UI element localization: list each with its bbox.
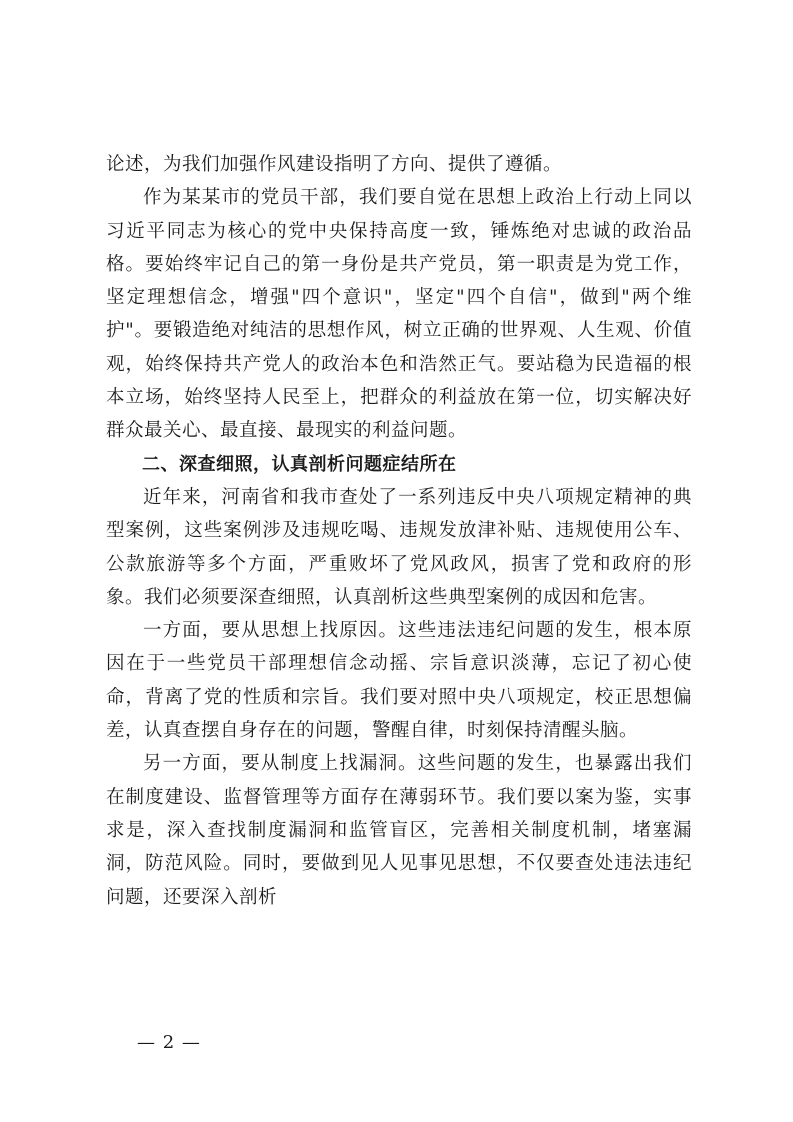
section-heading: 二、深查细照，认真剖析问题症结所在 bbox=[142, 453, 457, 475]
paragraph-institutional-loopholes: 另一方面，要从制度上找漏洞。这些问题的发生，也暴露出我们在制度建设、监督管理等方面存在薄弱环节。我们要以案为鉴，实事求是，深入查找制度漏洞和监管盲区，完善相关制度机制，堵塞漏洞，防范风险。同时，要做到见人见事见思想，不仅要查处违法违纪问题，还要深入剖析 bbox=[106, 753, 692, 908]
paragraph-continuation: 论述，为我们加强作风建设指明了方向、提供了遵循。 bbox=[106, 154, 563, 175]
page-number: — 2 — bbox=[137, 1032, 201, 1053]
paragraph-party-loyalty: 作为某某市的党员干部，我们要自觉在思想上政治上行动上同以习近平同志为核心的党中央保持高度一致，锤炼绝对忠诚的政治品格。要始终牢记自己的第一身份是共产党员，第一职责是为党工作，坚定理想信念，增强"四个意识"，坚定"四个自信"，做到"两个维护"。要锻造绝对纯洁的思想作风，树立正确的世界观、人生观、价值观，始终保持共产党人的政治本色和浩然正气。要站稳为民造福的根本立场，始终坚持人民至上，把群众的利益放在第一位，切实解决好群众最关心、最直接、最现实的利益问题。 bbox=[106, 187, 692, 442]
paragraph-ideological-causes: 一方面，要从思想上找原因。这些违法违纪问题的发生，根本原因在于一些党员干部理想信念动摇、宗旨意识淡薄，忘记了初心使命，背离了党的性质和宗旨。我们要对照中央八项规定，校正思想偏差，认真查摆自身存在的问题，警醒自律，时刻保持清醒头脑。 bbox=[106, 620, 692, 742]
document-body bbox=[106, 148, 692, 914]
paragraph-typical-cases: 近年来，河南省和我市查处了一系列违反中央八项规定精神的典型案例，这些案例涉及违规吃喝、违规发放津补贴、违规使用公车、公款旅游等多个方面，严重败坏了党风政风，损害了党和政府的形象。我们必须要深查细照，认真剖析这些典型案例的成因和危害。 bbox=[106, 486, 692, 608]
